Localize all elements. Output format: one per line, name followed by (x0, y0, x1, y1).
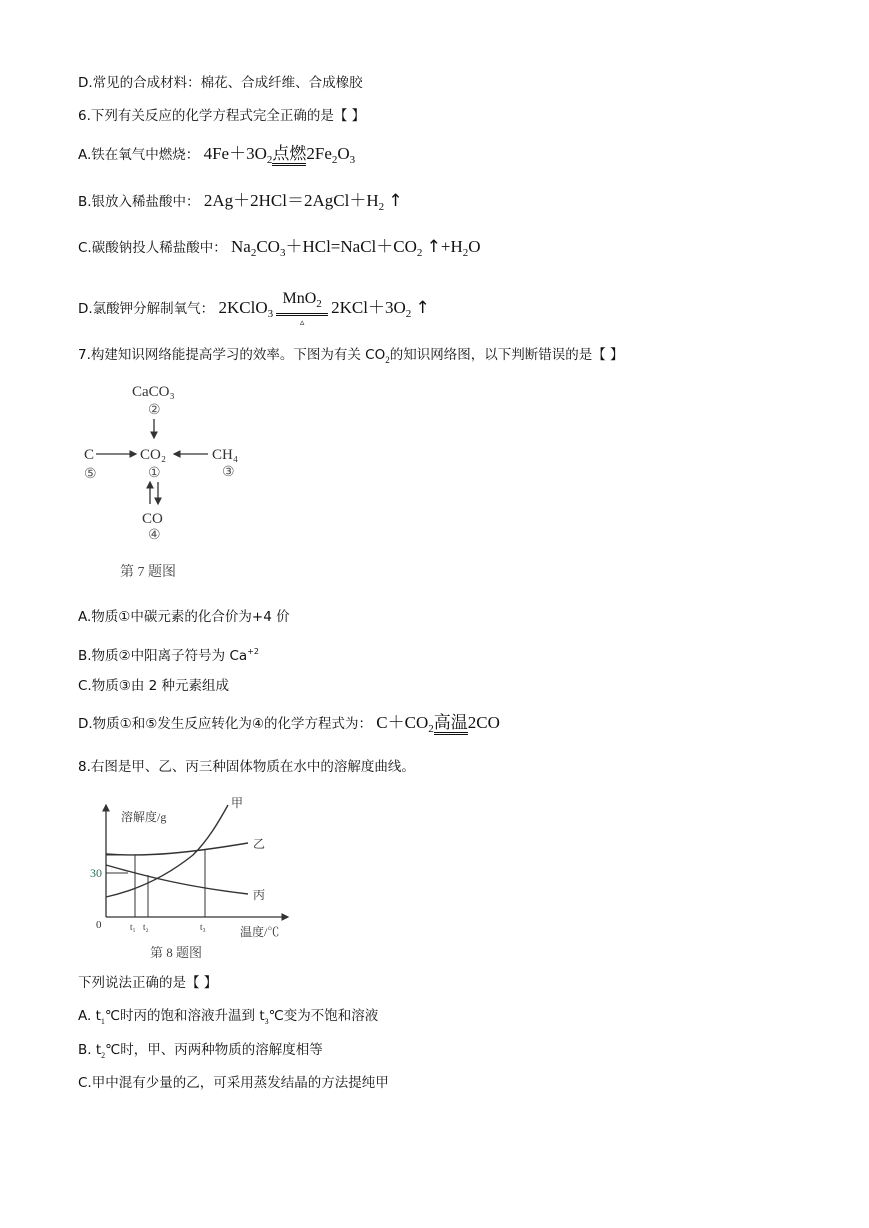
label-jia: 甲 (231, 796, 244, 810)
q6-option-a (78, 144, 355, 170)
q6c-label: C.碳酸钠投人稀盐酸中： (78, 240, 227, 256)
q8-option-c: C.甲中混有少量的乙，可采用蒸发结晶的方法提纯甲 (78, 1075, 389, 1091)
heat-symbol: ▵ (299, 317, 305, 328)
q6a-label: A.铁在氧气中燃烧： (78, 147, 200, 163)
q6b-label: B.银放入稀盐酸中： (78, 194, 200, 210)
q6d-label: D.氯酸钾分解制氧气： (78, 301, 215, 317)
q8-option-a: A. $t_1℃$时丙的饱和溶液升温到 $t_3℃$变为不饱和溶液 (78, 1008, 379, 1026)
q8-option-b: B. $t_2℃$时，甲、丙两种物质的溶解度相等 (78, 1042, 323, 1060)
condition-ignite: 点燃 (272, 144, 306, 166)
origin-label: 0 (96, 919, 102, 931)
q6-option-b (78, 191, 403, 217)
q6d-equation: 2KClO$_3$ $\frac{MnO_2}{▵}$ $2KCl+3O_2$ ↑ (218, 290, 430, 328)
curve-bing (106, 865, 248, 894)
q7-option-b: B.物质②中阳离子符号为 $Ca^{+2}$ (78, 647, 259, 664)
x-tick-t2: t₂ (143, 922, 149, 932)
q7-option-d: D.物质①和⑤发生反应转化为④的化学方程式为： $C+CO_2$高温2CO (78, 713, 500, 735)
q7-option-c: C.物质③由 2 种元素组成 (78, 678, 229, 694)
number-5: ⑤ (84, 467, 97, 482)
q6a-equation: $4Fe+3O_2$点燃$2Fe_2O_3$ (203, 144, 356, 166)
x-tick-t3: t₃ (200, 922, 206, 932)
number-2: ② (148, 403, 161, 418)
condition-high-temp: 高温 (434, 713, 468, 735)
question-8: 8.右图是甲、乙、丙三种固体物质在水中的溶解度曲线。 (78, 759, 415, 775)
x-axis-label: 温度/℃ (240, 925, 280, 939)
c-label: C (84, 447, 95, 463)
q7-option-a: A.物质①中碳元素的化合价为+4 价 (78, 609, 290, 625)
q8-intro: 下列说法正确的是【 】 (78, 975, 218, 991)
co-label: CO (142, 511, 163, 527)
figure-8-solubility-chart (88, 795, 303, 967)
catalyst-condition: $\frac{MnO_2}{▵}$ (276, 290, 328, 328)
number-3: ③ (222, 465, 235, 480)
label-yi: 乙 (253, 837, 266, 851)
y-axis-label: 溶解度/g (121, 810, 167, 824)
q6b-equation: $2Ag+2HCl=2AgCl+H_2$ ↑ (203, 191, 403, 213)
question-7: 7.构建知识网络能提高学习的效率。下图为有关 $CO_2$的知识网络图，以下判断错误的是【 】 (78, 347, 624, 365)
option-d-prev: D.常见的合成材料：棉花、合成纤维、合成橡胶 (78, 75, 363, 91)
label-bing: 丙 (253, 888, 266, 902)
figure-7-caption: 第 7 题图 (120, 565, 176, 580)
x-tick-t1: t₁ (130, 922, 136, 932)
q6c-equation: $Na_2CO_3+HCl=NaCl+CO_2$ $↑+H_2O$ (231, 237, 481, 259)
curve-yi (106, 843, 248, 855)
question-6: 6.下列有关反应的化学方程式完全正确的是【 】 (78, 108, 366, 124)
caco3-label: CaCO₃ (132, 384, 175, 400)
figure-7-network (80, 378, 260, 583)
q6-option-d (78, 286, 430, 336)
q7d-equation: $C+CO_2$高温2CO (376, 713, 500, 735)
q6-option-c (78, 237, 481, 263)
number-1: ① (148, 466, 161, 481)
y-tick-30: 30 (90, 866, 102, 880)
co2-label: CO₂ (140, 447, 167, 463)
ch4-label: CH₄ (212, 447, 239, 463)
number-4: ④ (148, 528, 161, 543)
figure-8-caption: 第 8 题图 (150, 945, 203, 960)
